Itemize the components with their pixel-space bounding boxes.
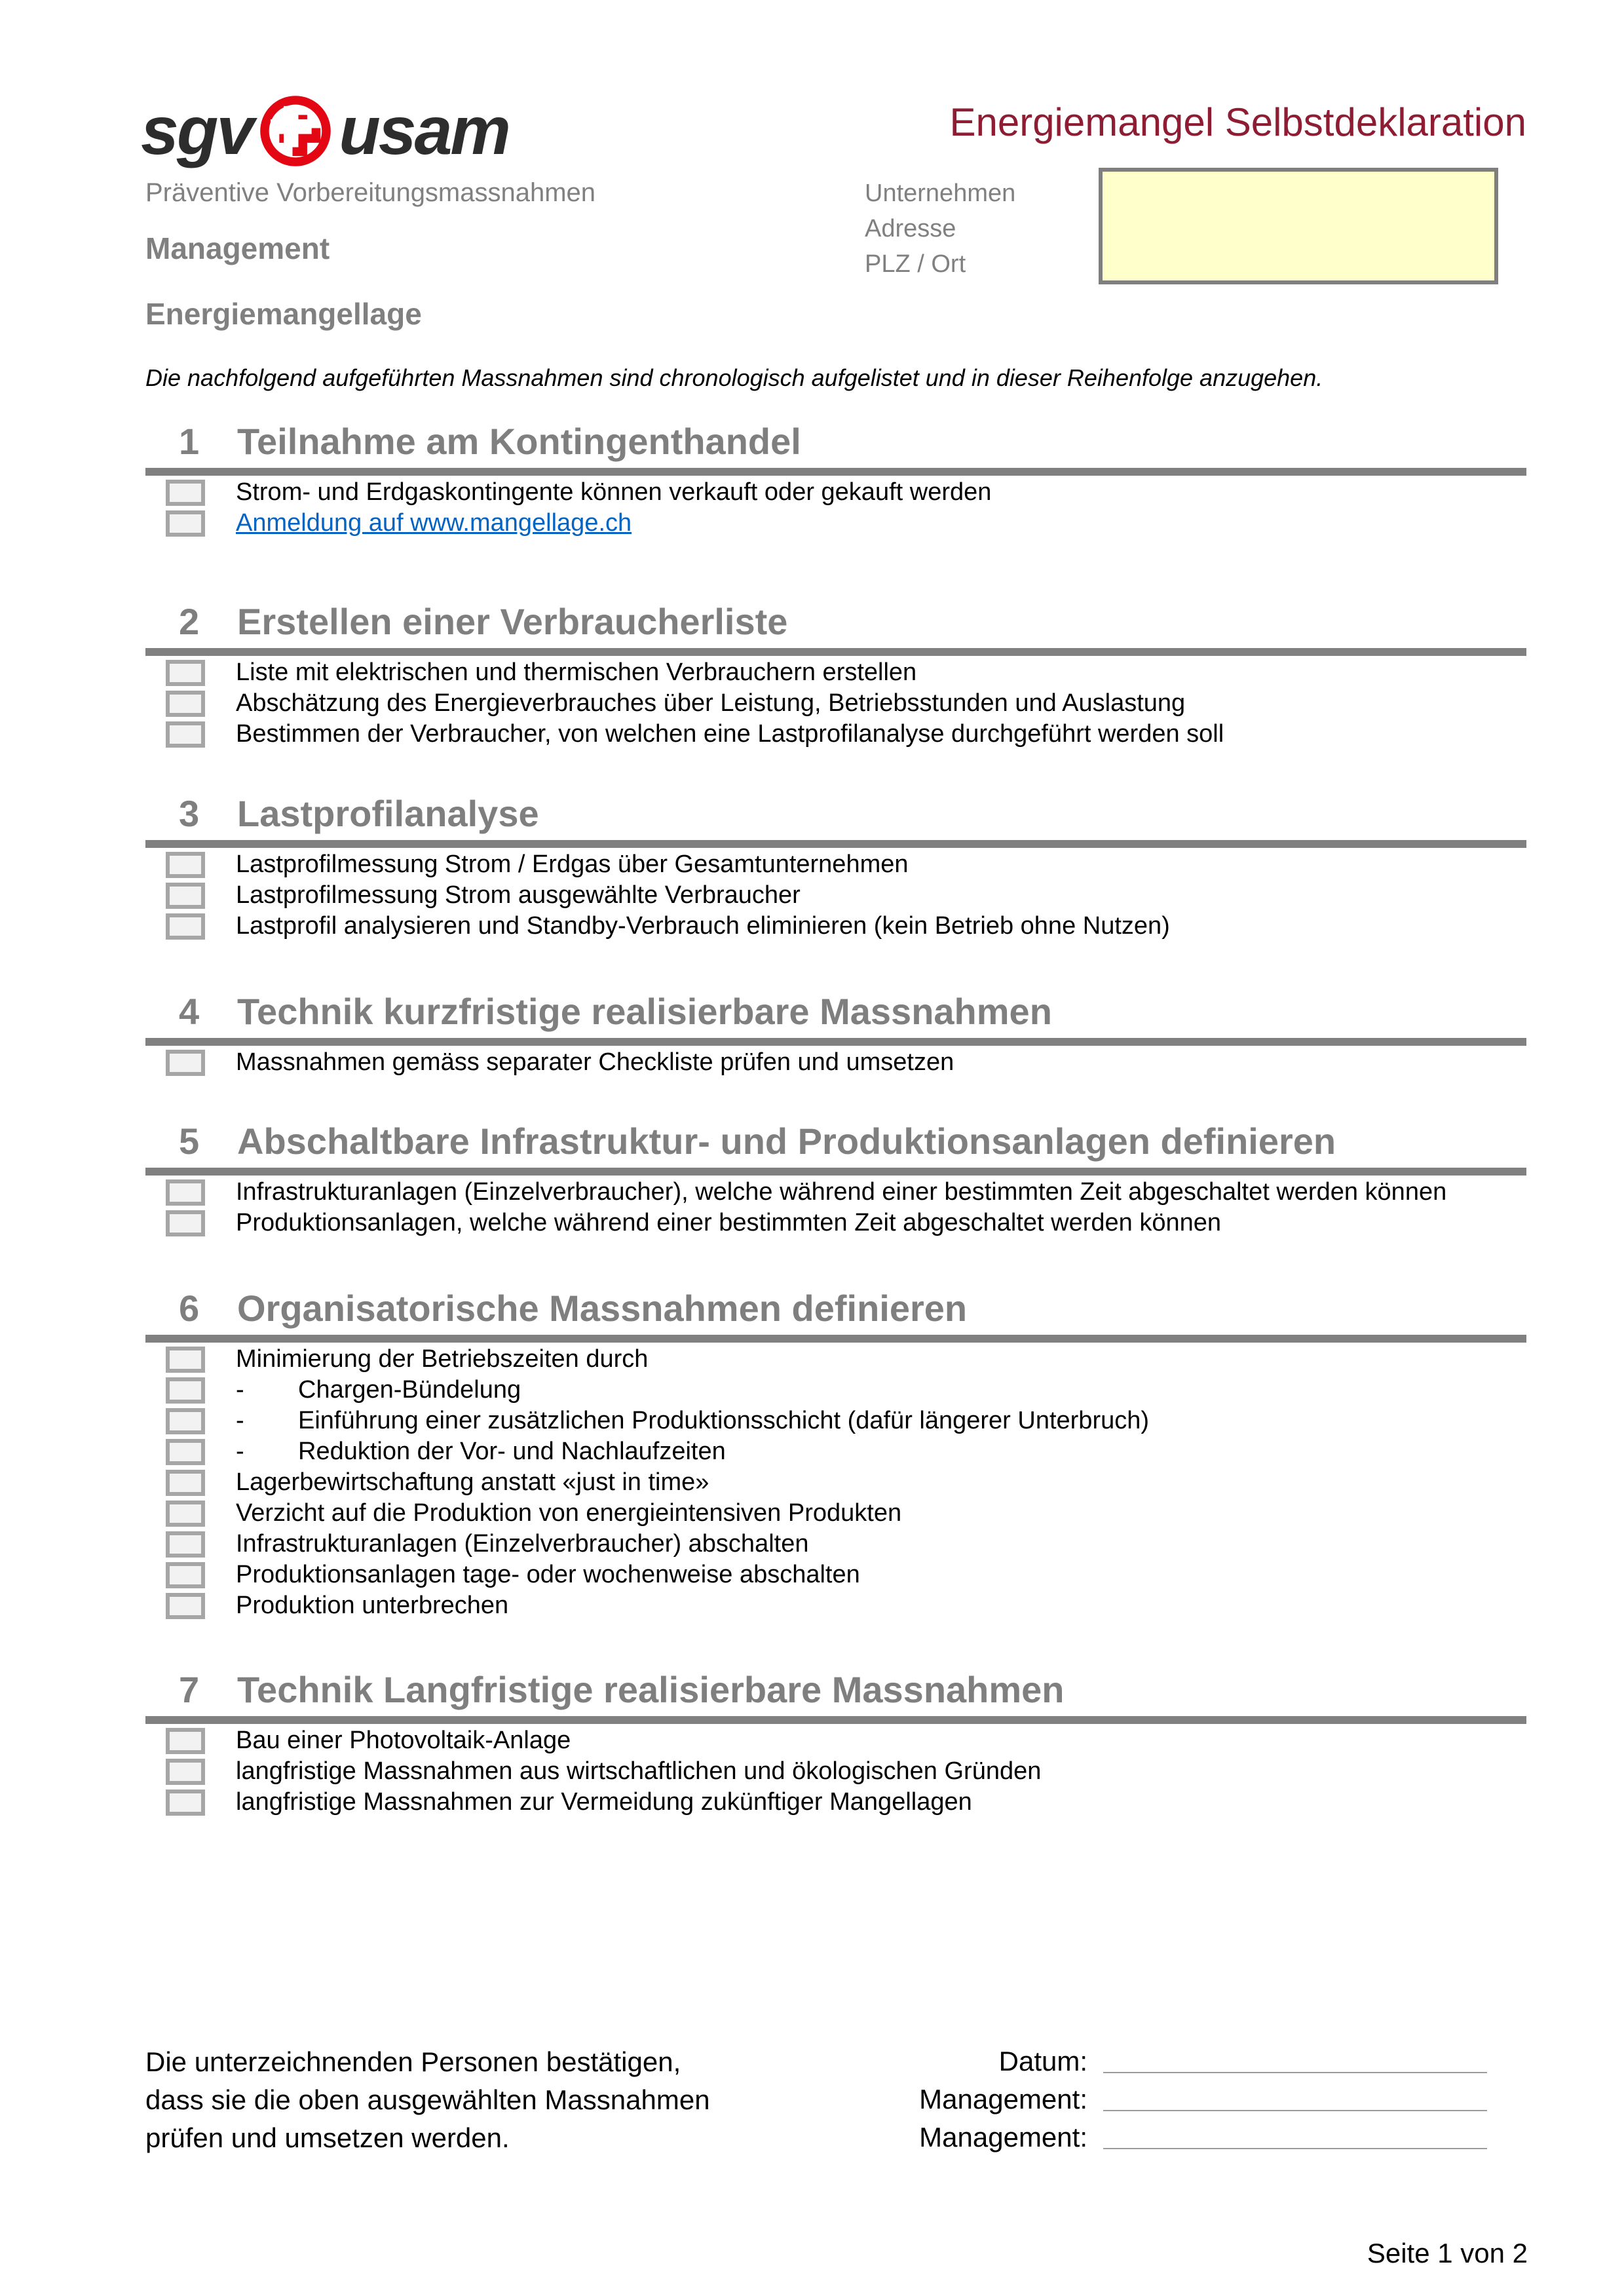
checkbox[interactable]: [166, 1050, 205, 1076]
item-label: Lagerbewirtschaftung anstatt «just in time»: [236, 1468, 709, 1496]
section-title: Abschaltbare Infrastruktur- und Produktionsanlagen definieren: [237, 1120, 1336, 1162]
management-signature-field[interactable]: [1103, 2085, 1487, 2111]
label-adresse: Adresse: [865, 215, 956, 242]
signature-block: [721, 2039, 1491, 2153]
section-heading: [145, 989, 1526, 1030]
checklist-item: [145, 1436, 1526, 1467]
checklist-item: [145, 1375, 1526, 1406]
item-label: Produktionsanlagen, welche während einer bestimmten Zeit abgeschaltet werden können: [236, 1209, 1222, 1236]
checkbox[interactable]: [166, 1501, 205, 1527]
checkbox[interactable]: [166, 1759, 205, 1785]
page-title: Energiemangel Selbstdeklaration: [949, 100, 1526, 144]
section-lastprofilanalyse: [145, 792, 1526, 942]
checkbox[interactable]: [166, 1470, 205, 1496]
item-label: Massnahmen gemäss separater Checkliste prüfen und umsetzen: [236, 1048, 954, 1076]
item-label: Lastprofilmessung Strom ausgewählte Verbraucher: [236, 881, 801, 909]
checklist-item: [145, 1559, 1526, 1590]
section-organisatorische-massnahmen: [145, 1286, 1526, 1621]
section-number: 6: [179, 1288, 200, 1329]
company-field-labels: [865, 176, 1015, 282]
item-label: Einführung einer zusätzlichen Produktionsschicht (dafür längerer Unterbruch): [298, 1407, 1150, 1434]
checkbox[interactable]: [166, 691, 205, 717]
section-divider: [145, 840, 1526, 848]
checklist-item: [145, 477, 1526, 508]
checklist-item: [145, 1177, 1526, 1208]
subtitle-energiemangellage: Energiemangellage: [145, 297, 422, 331]
section-abschaltbare-anlagen: [145, 1119, 1526, 1238]
checklist-item: [145, 1787, 1526, 1818]
checklist-item: [145, 911, 1526, 942]
section-title: Technik Langfristige realisierbare Massnahmen: [237, 1669, 1065, 1710]
datum-label: Datum:: [998, 2046, 1087, 2076]
section-title: Lastprofilanalyse: [237, 793, 539, 834]
checkbox[interactable]: [166, 1439, 205, 1465]
section-title: Technik kurzfristige realisierbare Massnahmen: [237, 991, 1052, 1032]
checklist-item: [145, 1498, 1526, 1529]
mangellage-link[interactable]: Anmeldung auf www.mangellage.ch: [236, 509, 632, 537]
signature-row-management-1: [721, 2077, 1491, 2115]
checkbox[interactable]: [166, 510, 205, 537]
item-label: langfristige Massnahmen aus wirtschaftlichen und ökologischen Gründen: [236, 1757, 1042, 1785]
signature-row-management-2: [721, 2115, 1491, 2153]
page-indicator: Seite 1 von 2: [1367, 2238, 1528, 2268]
checkbox[interactable]: [166, 1408, 205, 1434]
logo-text-usam: usam: [339, 93, 509, 169]
item-label: Bestimmen der Verbraucher, von welchen eine Lastprofilanalyse durchgeführt werden soll: [236, 720, 1224, 748]
dash-bullet: -: [236, 1407, 244, 1434]
checkbox[interactable]: [166, 883, 205, 909]
checkbox[interactable]: [166, 1728, 205, 1754]
section-divider: [145, 1038, 1526, 1046]
item-label: Infrastrukturanlagen (Einzelverbraucher), welche während einer bestimmten Zeit abgeschaltet werden können: [236, 1178, 1447, 1206]
checklist-item: [145, 1047, 1526, 1078]
confirmation-statement: [145, 2043, 710, 2157]
logo-text-sgv: sgv: [141, 93, 253, 169]
management-label: Management:: [919, 2084, 1087, 2114]
checklist-item: [145, 880, 1526, 911]
checkbox[interactable]: [166, 1179, 205, 1206]
sgv-usam-logo: [141, 92, 509, 170]
section-title: Erstellen einer Verbraucherliste: [237, 601, 788, 642]
checklist-item: [145, 1725, 1526, 1756]
checkbox[interactable]: [166, 721, 205, 748]
checkbox[interactable]: [166, 1789, 205, 1816]
checkbox[interactable]: [166, 480, 205, 506]
section-technik-langfristig: [145, 1668, 1526, 1818]
checklist-item: [145, 1344, 1526, 1375]
section-divider: [145, 1168, 1526, 1176]
confirmation-line: dass sie die oben ausgewählten Massnahmen: [145, 2084, 710, 2115]
checkbox[interactable]: [166, 1347, 205, 1373]
item-label: Strom- und Erdgaskontingente können verkauft oder gekauft werden: [236, 478, 992, 506]
item-label: Lastprofilmessung Strom / Erdgas über Gesamtunternehmen: [236, 851, 909, 878]
item-label: Liste mit elektrischen und thermischen Verbrauchern erstellen: [236, 659, 917, 686]
checklist-item: [145, 1756, 1526, 1787]
checkbox[interactable]: [166, 660, 205, 686]
checklist-item: [145, 508, 1526, 539]
section-number: 5: [179, 1120, 200, 1162]
label-unternehmen: Unternehmen: [865, 180, 1016, 207]
section-kontingenthandel: [145, 419, 1526, 539]
section-number: 4: [179, 991, 200, 1032]
section-heading: [145, 792, 1526, 832]
checkbox[interactable]: [166, 1562, 205, 1588]
checklist-item: [145, 1208, 1526, 1238]
checklist-item: [145, 1590, 1526, 1621]
section-title: Organisatorische Massnahmen definieren: [237, 1288, 968, 1329]
section-heading: [145, 1119, 1526, 1160]
checklist-item: [145, 719, 1526, 750]
section-heading: [145, 600, 1526, 640]
subtitle-management: Management: [145, 231, 330, 265]
section-heading: [145, 1668, 1526, 1708]
section-title: Teilnahme am Kontingenthandel: [237, 421, 801, 462]
tagline: Präventive Vorbereitungsmassnahmen: [145, 178, 596, 207]
section-verbraucherliste: [145, 600, 1526, 750]
item-label: Lastprofil analysieren und Standby-Verbrauch eliminieren (kein Betrieb ohne Nutzen): [236, 912, 1170, 940]
section-number: 3: [179, 793, 200, 834]
checkbox[interactable]: [166, 1210, 205, 1236]
label-plz-ort: PLZ / Ort: [865, 250, 966, 278]
datum-signature-field[interactable]: [1103, 2047, 1487, 2073]
item-label: Bau einer Photovoltaik-Anlage: [236, 1727, 571, 1754]
management-label: Management:: [919, 2122, 1087, 2152]
item-label: Produktion unterbrechen: [236, 1592, 509, 1619]
section-heading: [145, 1286, 1526, 1327]
checkbox[interactable]: [166, 1531, 205, 1558]
management-signature-field[interactable]: [1103, 2123, 1487, 2149]
company-input-box[interactable]: [1099, 168, 1498, 284]
checklist-item: [145, 1467, 1526, 1498]
confirmation-line: Die unterzeichnenden Personen bestätigen,: [145, 2046, 681, 2077]
checkbox[interactable]: [166, 913, 205, 940]
dash-bullet: -: [236, 1376, 244, 1404]
checklist-item: [145, 849, 1526, 880]
section-divider: [145, 468, 1526, 476]
section-number: 1: [179, 421, 200, 462]
item-label: Reduktion der Vor- und Nachlaufzeiten: [298, 1438, 726, 1465]
signature-row-datum: [721, 2039, 1491, 2077]
checklist-item: [145, 1529, 1526, 1559]
confirmation-line: prüfen und umsetzen werden.: [145, 2122, 510, 2153]
item-label: Minimierung der Betriebszeiten durch: [236, 1345, 649, 1373]
item-label: langfristige Massnahmen zur Vermeidung zukünftiger Mangellagen: [236, 1788, 972, 1816]
section-divider: [145, 1335, 1526, 1343]
checkbox[interactable]: [166, 1593, 205, 1619]
swiss-cross-emblem-icon: [259, 94, 332, 168]
item-label: Infrastrukturanlagen (Einzelverbraucher) abschalten: [236, 1530, 809, 1558]
section-technik-kurzfristig: [145, 989, 1526, 1078]
item-label: Verzicht auf die Produktion von energieintensiven Produkten: [236, 1499, 902, 1527]
checklist-item: [145, 657, 1526, 688]
section-number: 2: [179, 601, 200, 642]
section-divider: [145, 1716, 1526, 1724]
checkbox[interactable]: [166, 852, 205, 878]
dash-bullet: -: [236, 1438, 244, 1465]
item-label: Chargen-Bündelung: [298, 1376, 521, 1404]
section-heading: [145, 419, 1526, 460]
section-divider: [145, 648, 1526, 656]
checkbox[interactable]: [166, 1377, 205, 1404]
item-label: Produktionsanlagen tage- oder wochenweise abschalten: [236, 1561, 860, 1588]
intro-note: Die nachfolgend aufgeführten Massnahmen sind chronologisch aufgelistet und in dieser Reihenfolge anzugehen.: [145, 364, 1323, 391]
checklist-item: [145, 1406, 1526, 1436]
section-number: 7: [179, 1669, 200, 1710]
checklist-item: [145, 688, 1526, 719]
item-label: Abschätzung des Energieverbrauches über Leistung, Betriebsstunden und Auslastung: [236, 689, 1186, 717]
